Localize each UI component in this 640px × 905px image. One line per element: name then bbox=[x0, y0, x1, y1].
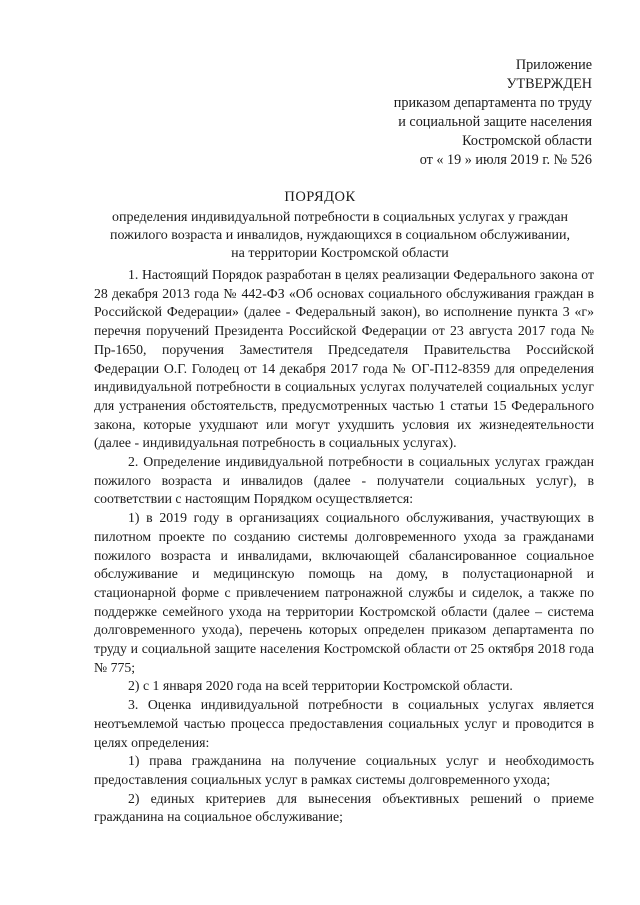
paragraph-3-item-1: 1) права гражданина на получение социальных услуг и необходимость предоставления социальных услуг в рамках системы долговременного ухода; bbox=[94, 753, 594, 787]
header-approved: УТВЕРЖДЕН bbox=[506, 76, 592, 92]
paragraph-3-item-2: 2) единых критериев для вынесения объективных решений о приеме гражданина на социальное обслуживание; bbox=[94, 790, 594, 825]
header-date-number: от « 19 » июля 2019 г. № 526 bbox=[419, 152, 592, 168]
document-subtitle bbox=[70, 209, 610, 263]
document-body bbox=[94, 266, 594, 827]
header-appendix: Приложение bbox=[515, 57, 592, 73]
header-department-line: и социальной защите населения bbox=[398, 114, 592, 130]
approval-header bbox=[292, 56, 592, 170]
subtitle-line: на территории Костромской области bbox=[231, 246, 449, 261]
paragraph-1: 1. Настоящий Порядок разработан в целях реализации Федерального закона от 28 декабря 2013 года № 442-ФЗ «Об основах социального обслуживания граждан в Российской Федерации» (далее - Федеральный закон), во исполнение пункта 3 «г» перечня поручений Президента Российской Федерации от 23 августа 2017 года № Пр-1650, поручения Заместителя Председателя Правительства Российской Федерации О.Г. Голодец от 14 декабря 2017 года № ОГ-П12-8359 для определения индивидуальной потребности в социальных услугах получателей социальных услуг для устранения обстоятельств, предусмотренных частью 1 статьи 15 Федерального закона, которые ухудшают или могут ухудшить условия их жизнедеятельности (далее - индивидуальная потребность в социальных услугах). bbox=[94, 267, 594, 451]
document-title: ПОРЯДОК bbox=[284, 189, 356, 205]
header-order-line: приказом департамента по труду bbox=[393, 95, 592, 111]
paragraph-3: 3. Оценка индивидуальной потребности в социальных услугах является неотъемлемой частью процесса предоставления социальных услуг и проводится в целях определения: bbox=[94, 697, 594, 750]
subtitle-line: пожилого возраста и инвалидов, нуждающихся в социальном обслуживании, bbox=[110, 228, 570, 243]
header-region-line: Костромской области bbox=[462, 133, 592, 149]
paragraph-2-item-1: 1) в 2019 году в организациях социального обслуживания, участвующих в пилотном проекте по созданию системы долговременного ухода за гражданами пожилого возраста и инвалидами, включающей сбалансированное социальное обслуживание и медицинскую помощь на дому, в полустационарной и стационарной форме с привлечением патронажной службы и сиделок, а также по поддержке семейного ухода на территории Костромской области (далее – система долговременного ухода), перечень которых определен приказом департамента по труду и социальной защите населения Костромской области от 25 октября 2018 года № 775; bbox=[94, 510, 594, 675]
paragraph-2: 2. Определение индивидуальной потребности в социальных услугах граждан пожилого возраста и инвалидов (далее - получатели социальных услуг), в соответствии с настоящим Порядком осуществляется: bbox=[94, 454, 594, 507]
subtitle-line: определения индивидуальной потребности в социальных услугах у граждан bbox=[112, 210, 568, 225]
paragraph-2-item-2: 2) с 1 января 2020 года на всей территории Костромской области. bbox=[128, 678, 513, 694]
